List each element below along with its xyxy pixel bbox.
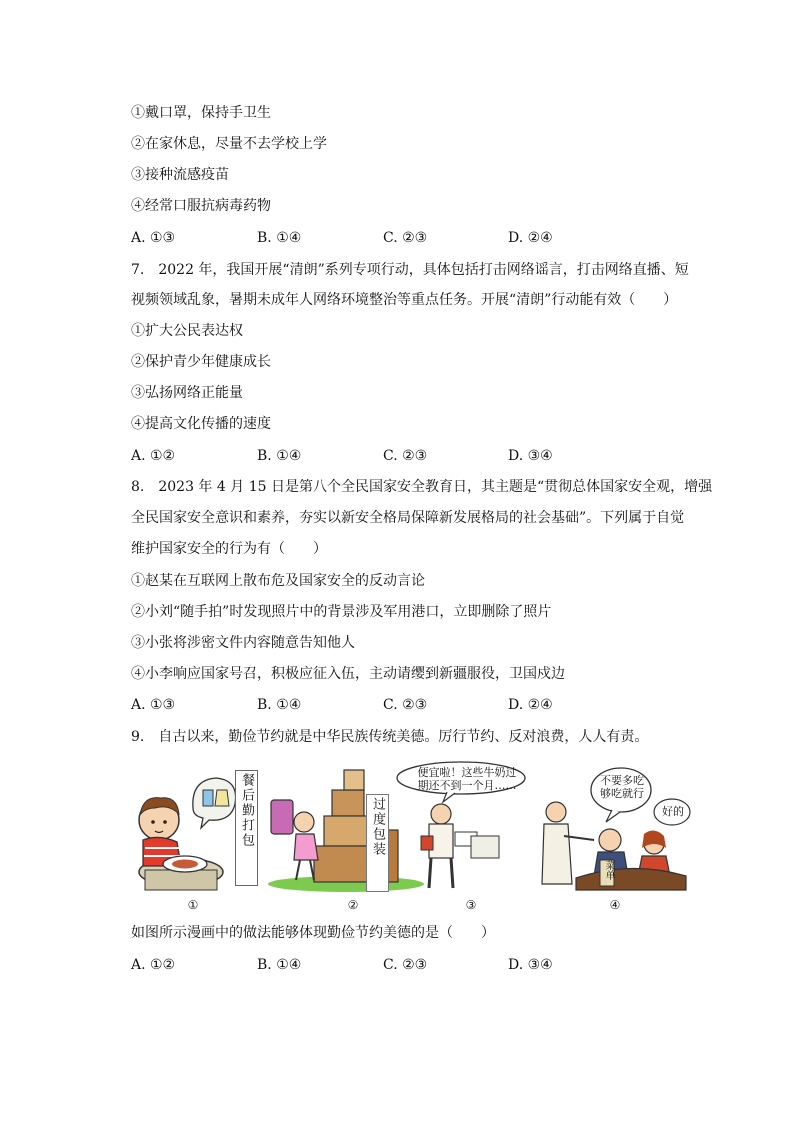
overorder-bubble-line-2: 够吃就行	[600, 787, 644, 800]
comic-strip	[131, 760, 691, 910]
q9-option-d[interactable]: D. ③④	[508, 957, 553, 973]
q9-option-b[interactable]: B. ①④	[257, 957, 302, 973]
q8-stem-line-1: 8. 2023 年 4 月 15 日是第八个全民国家安全教育日，其主题是“贯彻总体国家安全观，增强	[131, 479, 713, 495]
q7-options	[131, 447, 691, 465]
over-packaging-sign: 过度包装	[366, 794, 389, 892]
comic-caption-1: ①	[187, 898, 199, 912]
comic-panel-4	[536, 760, 691, 892]
q8-options	[131, 696, 691, 714]
q7-item-4: ④提高文化传播的速度	[131, 416, 271, 432]
q7-stem-line-2: 视频领域乱象，暑期未成年人网络环境整治等重点任务。开展“清朗”行动能有效（ ）	[131, 292, 678, 308]
q8-option-b[interactable]: B. ①④	[257, 697, 302, 713]
q9-options	[131, 956, 691, 974]
milk-speech-bubble	[407, 766, 527, 792]
milk-bubble-line-1: 便宜啦！这些牛奶过	[417, 766, 517, 779]
q6-option-b[interactable]: B. ①④	[257, 230, 302, 246]
q6-option-c[interactable]: C. ②③	[383, 230, 428, 246]
comic-caption-4: ④	[609, 898, 621, 912]
q8-item-2: ②小刘“随手拍”时发现照片中的背景涉及军用港口，立即删除了照片	[131, 604, 552, 620]
q9-question: 如图所示漫画中的做法能够体现勤俭节约美德的是（ ）	[131, 925, 495, 941]
q9-stem: 9. 自古以来，勤俭节约就是中华民族传统美德。厉行节约、反对浪费，人人有责。	[131, 729, 649, 745]
comic-panel-1	[131, 760, 256, 892]
q6-item-2: ②在家休息，尽量不去学校上学	[131, 136, 327, 152]
q6-item-4: ④经常口服抗病毒药物	[131, 198, 271, 214]
comic-caption-2: ②	[347, 898, 359, 912]
q6-item-3: ③接种流感疫苗	[131, 167, 229, 183]
q8-item-4: ④小李响应国家号召，积极应征入伍，主动请缨到新疆服役，卫国戍边	[131, 666, 565, 682]
q6-option-a[interactable]: A. ①③	[131, 230, 176, 246]
q9-option-a[interactable]: A. ①②	[131, 957, 176, 973]
q9-option-c[interactable]: C. ②③	[383, 957, 428, 973]
dont-overorder-bubble	[594, 774, 650, 800]
menu-label: 菜单	[603, 860, 614, 880]
ok-bubble: 好的	[662, 805, 684, 818]
q7-option-c[interactable]: C. ②③	[383, 448, 428, 464]
q8-option-a[interactable]: A. ①③	[131, 697, 176, 713]
q7-option-b[interactable]: B. ①④	[257, 448, 302, 464]
q8-item-1: ①赵某在互联网上散布危及国家安全的反动言论	[131, 573, 425, 589]
q8-stem-line-2: 全民国家安全意识和素养，夯实以新安全格局保障新发展格局的社会基础”。下列属于自觉	[131, 510, 685, 526]
q7-item-3: ③弘扬网络正能量	[131, 385, 243, 401]
q7-option-a[interactable]: A. ①②	[131, 448, 176, 464]
q6-item-1: ①戴口罩，保持手卫生	[131, 105, 271, 121]
milk-bubble-line-2: 期还不到一个月……	[417, 779, 517, 792]
q6-option-d[interactable]: D. ②④	[508, 230, 553, 246]
q7-stem-line-1: 7. 2022 年，我国开展“清朗”系列专项行动，具体包括打击网络谣言，打击网络直播、短	[131, 262, 689, 278]
q7-option-d[interactable]: D. ③④	[508, 448, 553, 464]
q8-option-d[interactable]: D. ②④	[508, 697, 553, 713]
overorder-bubble-line-1: 不要多吃	[600, 774, 644, 787]
q7-item-2: ②保护青少年健康成长	[131, 354, 271, 370]
comic-panel-3	[395, 760, 530, 892]
q6-options	[131, 229, 691, 247]
q8-option-c[interactable]: C. ②③	[383, 697, 428, 713]
q7-item-1: ①扩大公民表达权	[131, 323, 243, 339]
doggy-bag-sign: 餐后勤打包	[235, 770, 258, 886]
comic-caption-3: ③	[465, 898, 477, 912]
q8-stem-line-3: 维护国家安全的行为有（ ）	[131, 541, 327, 557]
q8-item-3: ③小张将涉密文件内容随意告知他人	[131, 635, 355, 651]
